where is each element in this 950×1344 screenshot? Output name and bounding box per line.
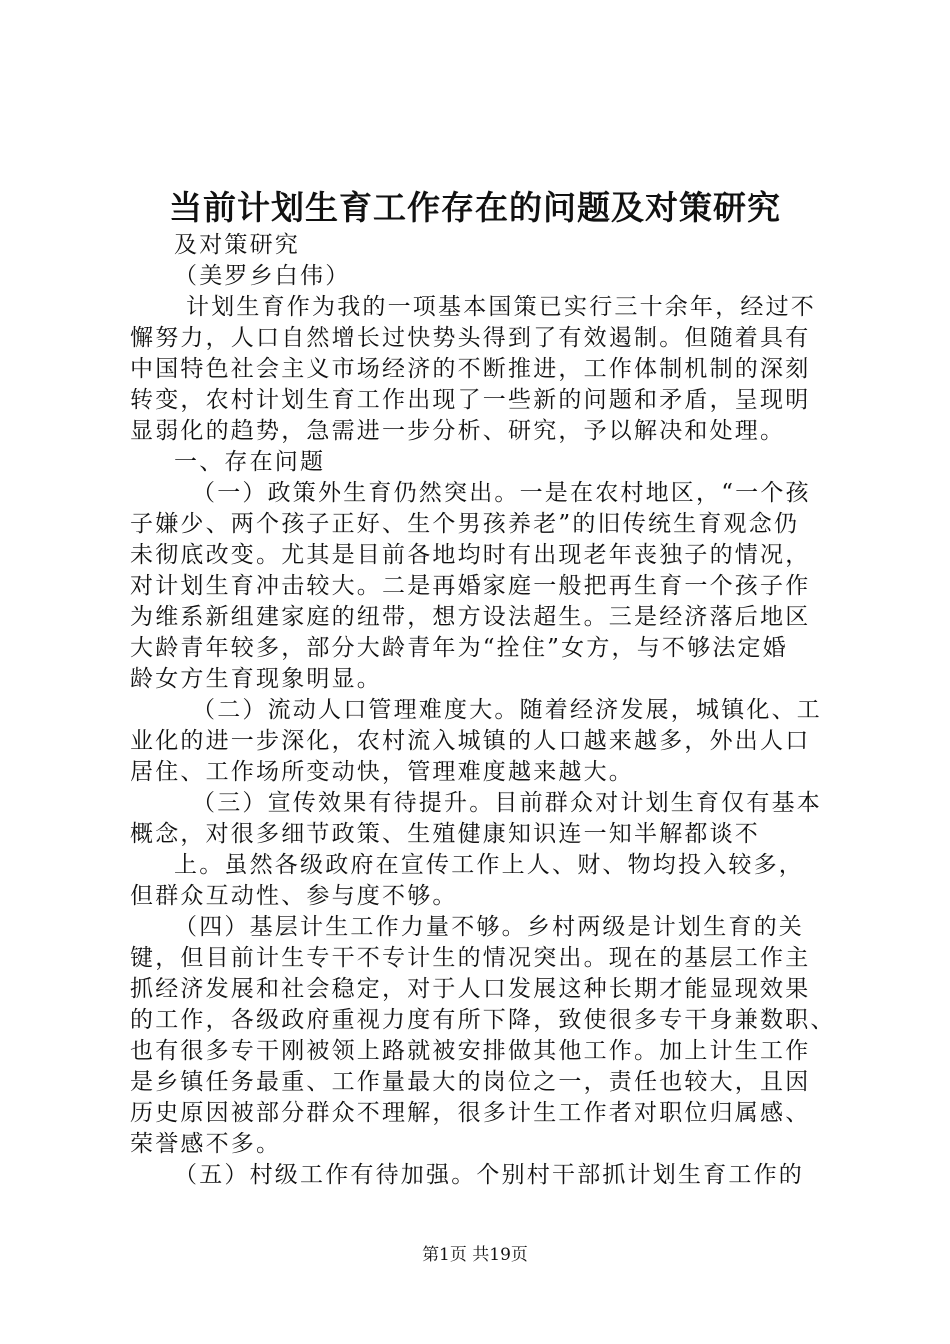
text-line: 荣誉感不多。 [130, 1131, 282, 1157]
text-line: 显弱化的趋势，急需进一步分析、研究，予以解决和处理。 [130, 418, 786, 444]
document-body [130, 230, 850, 1191]
text-line: 龄女方生育现象明显。 [130, 666, 382, 692]
text-line: （三）宣传效果有待提升。目前群众对计划生育仅有基本 [192, 790, 822, 816]
text-line: 对计划生育冲击较大。二是再婚家庭一般把再生育一个孩子作 [130, 573, 811, 599]
text-line: （一）政策外生育仍然突出。一是在农村地区，“一个孩 [192, 480, 811, 506]
text-line: 计划生育作为我的一项基本国策已实行三十余年，经过不 [186, 294, 816, 320]
text-line: 业化的进一步深化，农村流入城镇的人口越来越多，外出人口 [130, 728, 811, 754]
text-line: （美罗乡白伟） [174, 263, 351, 289]
text-line: 一、存在问题 [174, 449, 326, 475]
text-line: 懈努力，人口自然增长过快势头得到了有效遏制。但随着具有 [130, 325, 811, 351]
text-line: 概念，对很多细节政策、生殖健康知识连一知半解都谈不 [130, 821, 760, 847]
text-line: 未彻底改变。尤其是目前各地均时有出现老年丧独子的情况， [130, 542, 811, 568]
document-title: 当前计划生育工作存在的问题及对策研究 [169, 188, 781, 227]
text-line: 为维系新组建家庭的纽带，想方设法超生。三是经济落后地区 [130, 604, 811, 630]
text-line: 大龄青年较多，部分大龄青年为“拴住”女方，与不够法定婚 [130, 635, 788, 661]
text-line: 子嫌少、两个孩子正好、生个男孩养老”的旧传统生育观念仍 [130, 511, 800, 537]
text-line: 也有很多专干刚被领上路就被安排做其他工作。加上计生工作 [130, 1038, 811, 1064]
text-line: 但群众互动性、参与度不够。 [130, 883, 458, 909]
text-line: 键，但目前计生专干不专计生的情况突出。现在的基层工作主 [130, 945, 811, 971]
text-line: 是乡镇任务最重、工作量最大的岗位之一，责任也较大，且因 [130, 1069, 811, 1095]
text-line: 抓经济发展和社会稳定，对于人口发展这种长期才能显现效果 [130, 976, 811, 1002]
text-line: 的工作，各级政府重视力度有所下降，致使很多专干身兼数职、 [130, 1007, 836, 1033]
text-line: （二）流动人口管理难度大。随着经济发展，城镇化、工 [192, 697, 822, 723]
text-line: 转变，农村计划生育工作出现了一些新的问题和矛盾，呈现明 [130, 387, 811, 413]
text-line: 历史原因被部分群众不理解，很多计生工作者对职位归属感、 [130, 1100, 811, 1126]
text-line: 居住、工作场所变动快，管理难度越来越大。 [130, 759, 634, 785]
page-footer: 第1页 共19页 [422, 1245, 528, 1265]
text-line: 中国特色社会主义市场经济的不断推进，工作体制机制的深刻 [130, 356, 811, 382]
text-line: （五）村级工作有待加强。个别村干部抓计划生育工作的 [174, 1162, 804, 1188]
text-line: 上。虽然各级政府在宣传工作上人、财、物均投入较多， [174, 852, 804, 878]
text-line: （四）基层计生工作力量不够。乡村两级是计划生育的关 [174, 914, 804, 940]
text-line: 及对策研究 [174, 232, 300, 258]
